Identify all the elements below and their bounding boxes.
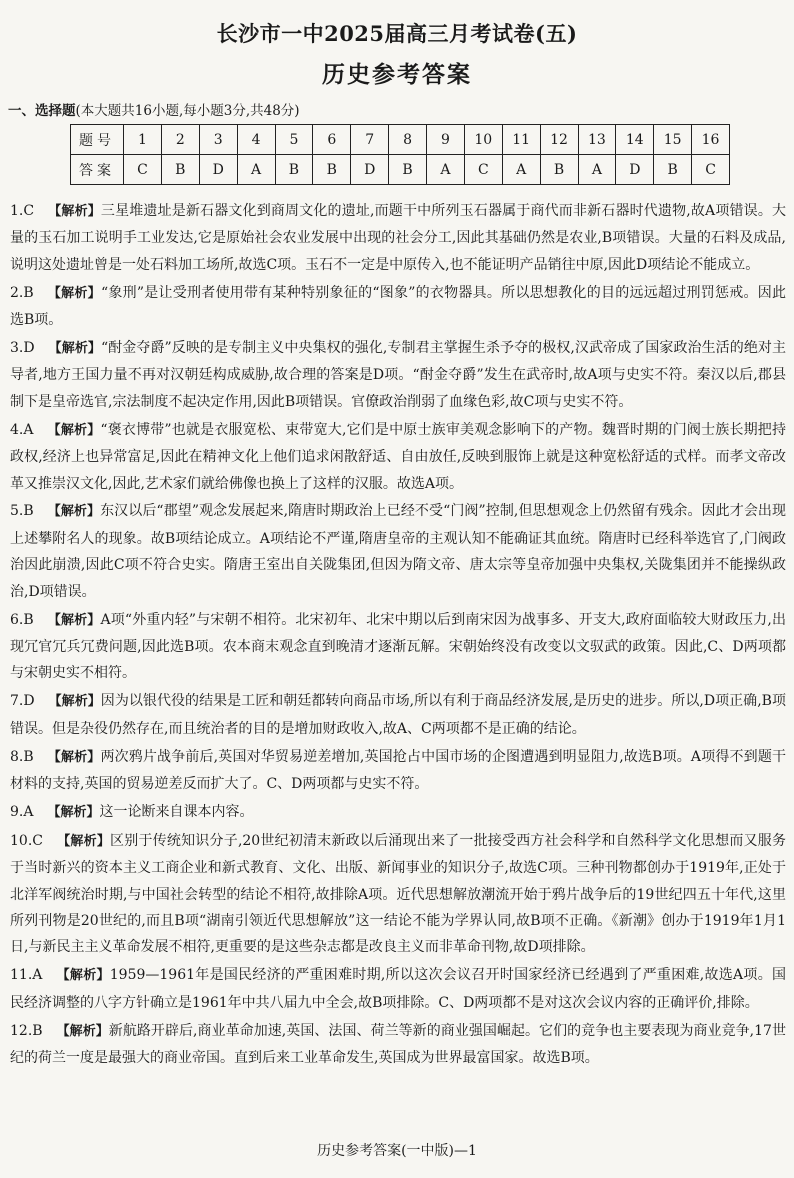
answer-cell: A: [427, 155, 465, 185]
explanation-list: [10, 198, 786, 1073]
explanation-item: [10, 417, 786, 497]
item-text: 三星堆遗址是新石器文化到商周文化的遗址,而题干中所列玉石器属于商代而非新石器时代遗物,故A项错误。大量的玉石加工说明手工业发达,它是原始社会农业发展中出现的社会分工,因此其基础仍然是农业,B项错误。大量的石料及成品,说明这处遗址曾是一处石料加工场所,故选C项。玉石不一定是中原传入,也不能证明产品销往中原,因此D项结论不能成立。: [10, 203, 786, 273]
item-number: 12.B: [10, 1022, 43, 1039]
item-text: 新航路开辟后,商业革命加速,英国、法国、荷兰等新的商业强国崛起。它们的竞争也主要表现为商业竞争,17世纪的荷兰一度是最强大的商业帝国。直到后来工业革命发生,英国成为世界最富国家。故选B项。: [10, 1022, 786, 1067]
section-heading-label: 一、选择题: [8, 103, 76, 119]
answer-cell: A: [578, 155, 616, 185]
item-number: 8.B: [10, 748, 34, 765]
analysis-tag: 【解析】: [56, 968, 110, 984]
document-title: 历史参考答案: [322, 61, 472, 88]
row-label-question-number: 题号: [71, 125, 124, 155]
answer-cell: B: [161, 155, 199, 185]
item-text: 1959—1961年是国民经济的严重困难时期,所以这次会议召开时国家经济已经遇到了严重困难,故选A项。国民经济调整的八字方针确立是1961年中共八届九中全会,故B项排除。C、D两项都不是对这次会议内容的正确评价,排除。: [10, 967, 786, 1011]
analysis-tag: 【解析】: [47, 804, 100, 820]
question-number-row: [71, 125, 730, 155]
item-number: 9.A: [10, 803, 34, 820]
answer-cell: C: [464, 155, 502, 185]
analysis-tag: 【解析】: [47, 285, 101, 301]
answer-cell: D: [351, 155, 389, 185]
question-number-cell: 12: [540, 125, 578, 155]
question-number-cell: 6: [313, 125, 351, 155]
item-number: 3.D: [10, 340, 35, 357]
answer-cell: D: [616, 155, 654, 185]
question-number-cell: 13: [578, 125, 616, 155]
question-number-cell: 14: [616, 125, 654, 155]
question-number-cell: 4: [237, 125, 275, 155]
section-heading-note: (本大题共16小题,每小题3分,共48分): [75, 103, 300, 119]
analysis-tag: 【解析】: [48, 694, 101, 710]
item-number: 11.A: [10, 967, 43, 984]
item-text: 区别于传统知识分子,20世纪初清末新政以后涌现出来了一批接受西方社会科学和自然科学文化思想而又服务于当时新兴的资本主义工商企业和新式教育、文化、出版、新闻事业的知识分子,故选C项。三种刊物都创办于1919年,正处于北洋军阀统治时期,与中国社会转型的结论不相符,故排除A项。近代思想解放潮流开始于鸦片战争后的19世纪四五十年代,这里所列刊物是20世纪的,而且B项“湖南引领近代思想解放”这一结论不能为学界认同,故B项不正确。《新潮》创办于1919年1月1日,与新民主主义革命发展不相符,更重要的是这些杂志都是改良主义而非革命刊物,故D项排除。: [10, 832, 786, 956]
exam-title: 长沙市一中2025届高三月考试卷(五): [216, 21, 578, 46]
question-number-cell: 16: [692, 125, 730, 155]
analysis-tag: 【解析】: [47, 504, 101, 520]
explanation-item: [10, 688, 786, 742]
item-number: 10.C: [10, 832, 43, 849]
explanation-item: [10, 335, 786, 415]
item-number: 7.D: [10, 693, 35, 710]
item-number: 6.B: [10, 611, 34, 628]
explanation-item: [10, 280, 786, 334]
explanation-item: [10, 744, 786, 798]
section-heading: [8, 99, 300, 119]
item-text: 因为以银代役的结果是工匠和朝廷都转向商品市场,所以有利于商品经济发展,是历史的进步。所以,D项正确,B项错误。但是杂役仍然存在,而且统治者的目的是增加财政收入,故A、C两项都不是正确的结论。: [10, 693, 786, 737]
analysis-tag: 【解析】: [56, 833, 111, 849]
answer-row: [71, 155, 730, 185]
item-text: 这一论断来自课本内容。: [99, 803, 254, 820]
question-number-cell: 3: [199, 125, 237, 155]
explanation-item: [10, 828, 786, 961]
answer-table: [70, 124, 730, 185]
answer-cell: B: [275, 155, 313, 185]
question-number-cell: 7: [351, 125, 389, 155]
analysis-tag: 【解析】: [56, 1023, 109, 1039]
explanation-item: [10, 1018, 786, 1072]
item-number: 4.A: [10, 421, 34, 438]
question-number-cell: 15: [654, 125, 692, 155]
answer-cell: A: [502, 155, 540, 185]
explanation-item: [10, 198, 786, 278]
explanation-item: [10, 799, 786, 826]
question-number-cell: 1: [124, 125, 162, 155]
question-number-cell: 8: [389, 125, 427, 155]
item-number: 2.B: [10, 284, 34, 301]
explanation-item: [10, 498, 786, 605]
answer-cell: B: [654, 155, 692, 185]
analysis-tag: 【解析】: [48, 341, 101, 357]
item-text: 东汉以后“郡望”观念发展起来,隋唐时期政治上已经不受“门阀”控制,但思想观念上仍然留有残余。因此才会出现上述攀附名人的现象。故B项结论成立。A项结论不严谨,隋唐皇帝的主观认知不能确证其血统。隋唐时已经科举选官了,门阀政治因此崩溃,因此C项不符合史实。隋唐王室出自关陇集团,但因为隋文帝、唐太宗等皇帝加强中央集权,关陇集团并不能操纵政治,D项错误。: [10, 503, 786, 600]
answer-cell: C: [692, 155, 730, 185]
item-text: A项“外重内轻”与宋朝不相符。北宋初年、北宋中期以后到南宋因为战事多、开支大,政府面临较大财政压力,出现冗官冗兵冗费问题,因此选B项。农本商末观念直到晚清才逐渐瓦解。宋朝始终没有改变以文驭武的政策。因此,C、D两项都与宋朝史实不相符。: [10, 611, 786, 682]
explanation-item: [10, 962, 786, 1016]
item-text: “褒衣博带”也就是衣服宽松、束带宽大,它们是中原士族审美观念影响下的产物。魏晋时期的门阀士族长期把持政权,经济上也异常富足,因此在精神文化上他们追求闲散舒适、自由放任,反映到服饰上就是这种宽松舒适的式样。而孝文帝改革又推崇汉文化,因此,艺术家们就给佛像也换上了这样的汉服。故选A项。: [10, 421, 786, 492]
item-number: 1.C: [10, 203, 35, 219]
question-number-cell: 5: [275, 125, 313, 155]
item-number: 5.B: [10, 503, 34, 520]
row-label-answer: 答案: [71, 155, 124, 185]
item-text: “酎金夺爵”反映的是专制主义中央集权的强化,专制君主掌握生杀予夺的极权,汉武帝成了国家政治生活的绝对主导者,地方王国力量不再对汉朝廷构成威胁,故合理的答案是D项。“酎金夺爵”发生在武帝时,故A项与史实不符。秦汉以后,郡县制下是皇帝选官,宗法制度不起决定作用,因此B项错误。官僚政治削弱了血缘色彩,故C项与史实不符。: [10, 340, 786, 410]
question-number-cell: 11: [502, 125, 540, 155]
analysis-tag: 【解析】: [47, 422, 101, 438]
answer-cell: B: [540, 155, 578, 185]
page-footer: 历史参考答案(一中版)—1: [317, 1143, 477, 1159]
analysis-tag: 【解析】: [48, 204, 101, 219]
analysis-tag: 【解析】: [47, 612, 101, 628]
item-text: “象刑”是让受刑者使用带有某种特别象征的“图象”的衣物器具。所以思想教化的目的远远超过刑罚惩戒。因此选B项。: [10, 284, 786, 329]
item-text: 两次鸦片战争前后,英国对华贸易逆差增加,英国抢占中国市场的企图遭遇到明显阻力,故选B项。A项得不到题干材料的支持,英国的贸易逆差反而扩大了。C、D两项都与史实不符。: [10, 748, 786, 793]
answer-cell: C: [124, 155, 162, 185]
analysis-tag: 【解析】: [47, 749, 101, 765]
answer-cell: A: [237, 155, 275, 185]
answer-cell: B: [313, 155, 351, 185]
answer-cell: B: [389, 155, 427, 185]
question-number-cell: 2: [161, 125, 199, 155]
explanation-item: [10, 607, 786, 687]
question-number-cell: 9: [427, 125, 465, 155]
answer-cell: D: [199, 155, 237, 185]
question-number-cell: 10: [464, 125, 502, 155]
